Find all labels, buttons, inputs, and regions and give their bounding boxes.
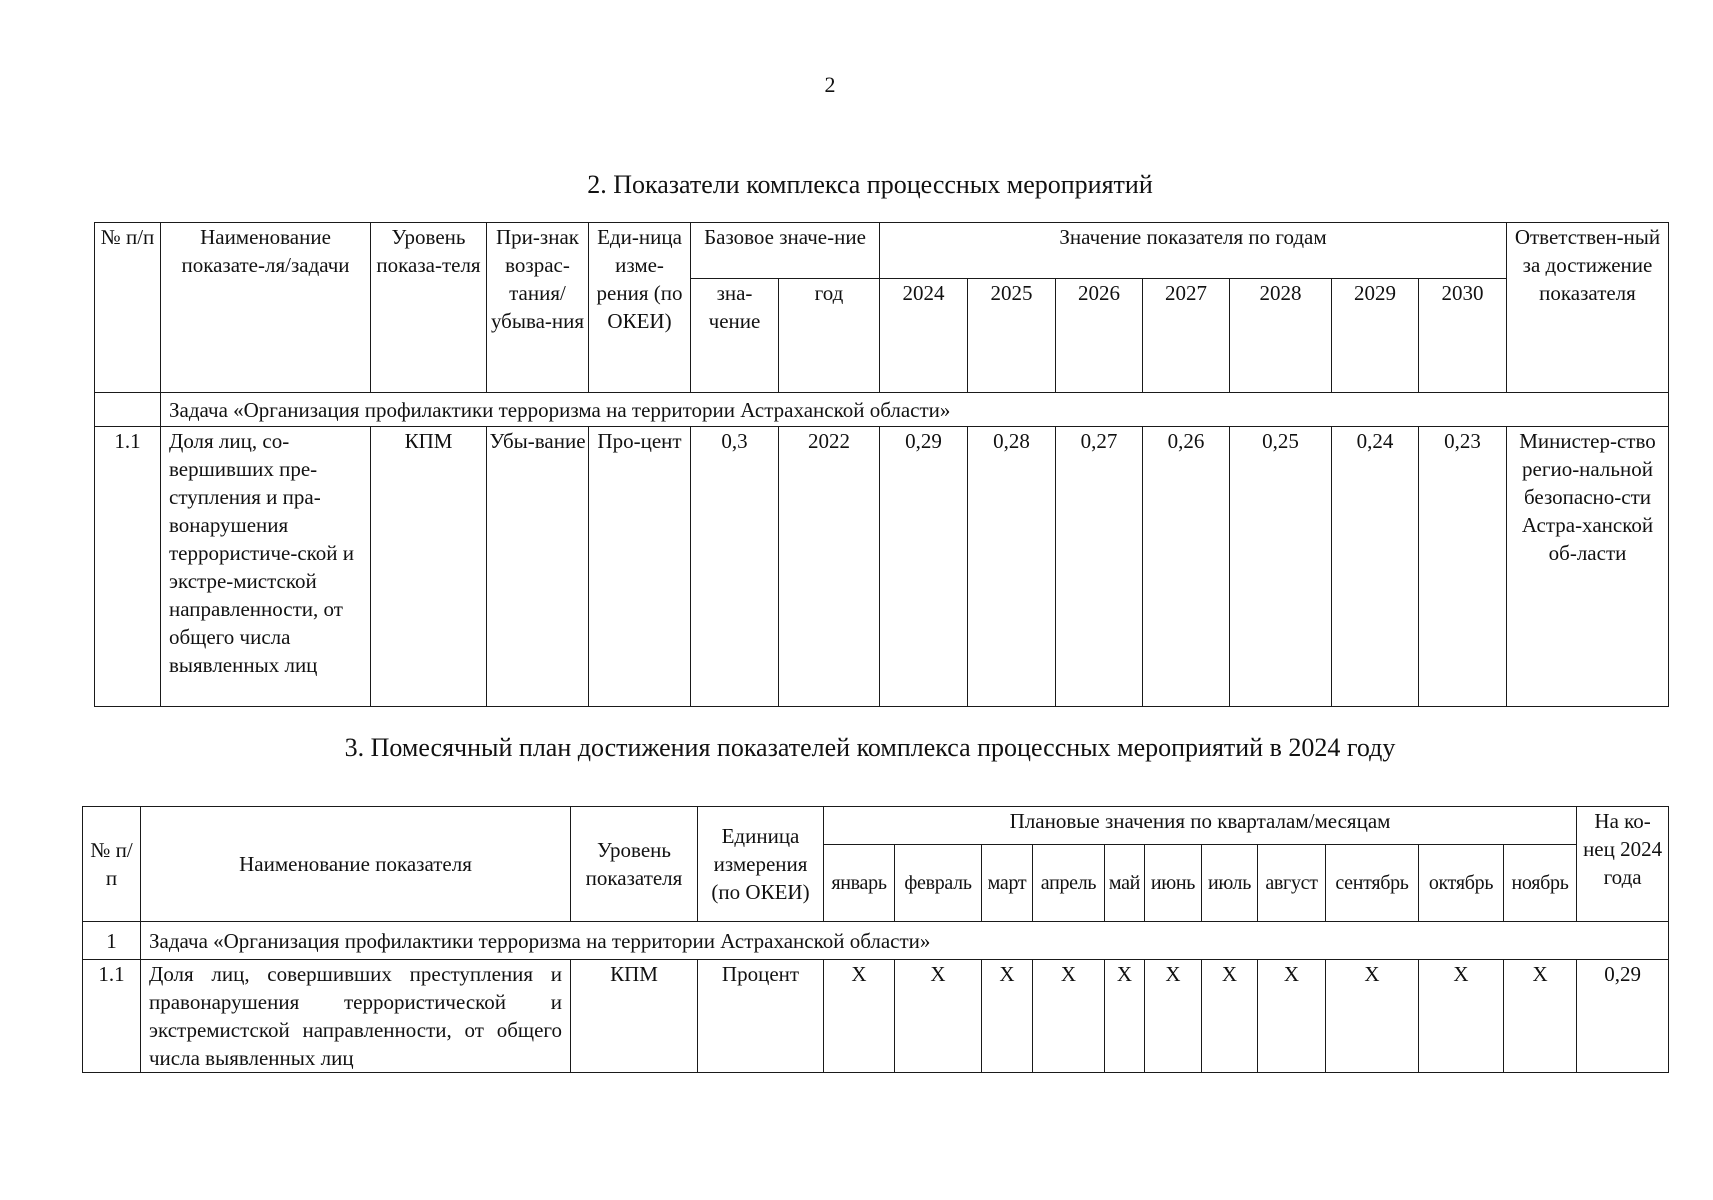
row-month-value: X: [1258, 960, 1326, 1073]
page-number: 2: [824, 72, 836, 97]
row-month-value: X: [1105, 960, 1145, 1073]
header-unit: Единица измерения (по ОКЕИ): [698, 807, 824, 922]
header-year: 2026: [1056, 279, 1143, 393]
row-value-2030: 0,23: [1419, 427, 1507, 707]
header-years-group: Значение показателя по годам: [880, 223, 1507, 279]
row-month-value: X: [1202, 960, 1258, 1073]
header-month: сентябрь: [1326, 845, 1419, 922]
row-unit: Про-цент: [589, 427, 691, 707]
header-num: № п/п: [83, 807, 141, 922]
header-year: 2030: [1419, 279, 1507, 393]
header-month: февраль: [895, 845, 982, 922]
header-base-value: зна-чение: [691, 279, 779, 393]
section-2-title: 2. Показатели комплекса процессных мероприятий: [587, 170, 1153, 199]
row-sign: Убы-вание: [487, 427, 589, 707]
row-end-value: 0,29: [1577, 960, 1669, 1073]
header-name: Наименование показате-ля/задачи: [161, 223, 371, 393]
header-sign: При-знак возрас-тания/ убыва-ния: [487, 223, 589, 393]
row-num: 1.1: [83, 960, 141, 1073]
row-month-value: X: [1504, 960, 1577, 1073]
row-month-value: X: [824, 960, 895, 1073]
row-month-value: X: [982, 960, 1033, 1073]
row-month-value: X: [895, 960, 982, 1073]
header-month: январь: [824, 845, 895, 922]
header-year: 2027: [1143, 279, 1230, 393]
task-num: 1: [83, 922, 141, 960]
indicators-table: [94, 222, 1669, 707]
header-plan-group: Плановые значения по кварталам/месяцам: [824, 807, 1577, 845]
row-name: Доля лиц, совершивших преступления и правонарушения террористической и экстремистской направленности, от общего числа выявленных лиц: [141, 960, 571, 1073]
row-month-value: X: [1145, 960, 1202, 1073]
header-month: ноябрь: [1504, 845, 1577, 922]
row-value-2028: 0,25: [1230, 427, 1332, 707]
row-month-value: X: [1326, 960, 1419, 1073]
header-month: июнь: [1145, 845, 1202, 922]
header-year: 2028: [1230, 279, 1332, 393]
section-3-title: 3. Помесячный план достижения показателей комплекса процессных мероприятий в 2024 году: [344, 733, 1396, 762]
task-num-empty: [95, 393, 161, 427]
row-level: КПМ: [371, 427, 487, 707]
header-end: На ко-нец 2024 года: [1577, 807, 1669, 922]
header-num: № п/п: [95, 223, 161, 393]
header-month: август: [1258, 845, 1326, 922]
row-value-2025: 0,28: [968, 427, 1056, 707]
header-month: май: [1105, 845, 1145, 922]
header-level: Уровень показателя: [571, 807, 698, 922]
row-unit: Процент: [698, 960, 824, 1073]
row-value-2024: 0,29: [880, 427, 968, 707]
row-month-value: X: [1419, 960, 1504, 1073]
header-year: 2025: [968, 279, 1056, 393]
header-month: октябрь: [1419, 845, 1504, 922]
row-num: 1.1: [95, 427, 161, 707]
header-unit: Еди-ница изме-рения (по ОКЕИ): [589, 223, 691, 393]
task-row: Задача «Организация профилактики терроризма на территории Астраханской области»: [141, 922, 1669, 960]
row-value-2029: 0,24: [1332, 427, 1419, 707]
header-name: Наименование показателя: [141, 807, 571, 922]
task-row: Задача «Организация профилактики терроризма на территории Астраханской области»: [161, 393, 1669, 427]
header-responsible: Ответствен-ный за достижение показателя: [1507, 223, 1669, 393]
row-responsible: Министер-ство регио-нальной безопасно-сти Астра-ханской об-ласти: [1507, 427, 1669, 707]
row-value-2026: 0,27: [1056, 427, 1143, 707]
row-month-value: X: [1033, 960, 1105, 1073]
header-month: июль: [1202, 845, 1258, 922]
header-base: Базовое значе-ние: [691, 223, 880, 279]
header-month: апрель: [1033, 845, 1105, 922]
header-base-year: год: [779, 279, 880, 393]
header-year: 2024: [880, 279, 968, 393]
header-level: Уровень показа-теля: [371, 223, 487, 393]
monthly-plan-table: [82, 806, 1669, 1073]
header-year: 2029: [1332, 279, 1419, 393]
row-base-year: 2022: [779, 427, 880, 707]
row-name: Доля лиц, со-вершивших пре-ступления и пра-вонарушения террористиче-ской и экстре-мистской направленности, от общего числа выявленных лиц: [161, 427, 371, 707]
row-value-2027: 0,26: [1143, 427, 1230, 707]
row-base-value: 0,3: [691, 427, 779, 707]
row-level: КПМ: [571, 960, 698, 1073]
header-month: март: [982, 845, 1033, 922]
